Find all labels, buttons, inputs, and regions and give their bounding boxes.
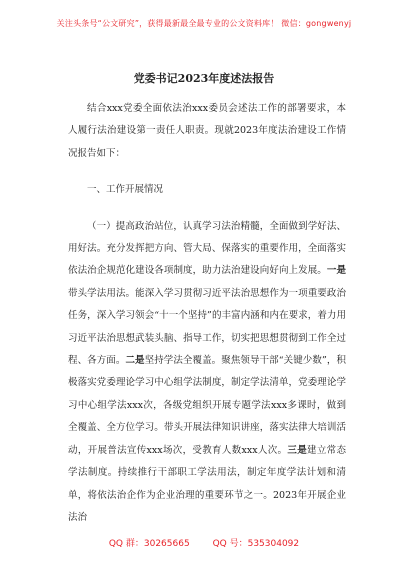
paragraph-text: 建立常态学法制度。持续推行干部职工学法用法，制定年度学法计划和清单，将依法治企作为企业治理的重要环节之一。2023年开展企业法治 bbox=[68, 444, 346, 523]
point-marker-3: 三是 bbox=[287, 444, 308, 456]
point-marker-2: 二是 bbox=[125, 355, 145, 367]
footer-contact bbox=[0, 536, 408, 549]
qq-group: QQ 群：30265665 bbox=[108, 539, 190, 549]
point-marker-1: 一是 bbox=[326, 265, 346, 277]
qq-number: QQ 号：535304092 bbox=[212, 539, 300, 549]
header-banner: 关注头条号“公文研究”，获得最新最全最专业的公文资料库！ 微信：gongwenyj bbox=[56, 19, 352, 28]
paragraph-text: 带头学法用法。能深入学习贯彻习近平法治思想作为一项重要政治任务，深入学习领会“十一个坚持”的丰富内涵和内在要求，着力用习近平法治思想武装头脑、指导工作，切实把思想贯彻到工作全过程、各方面。 bbox=[68, 287, 346, 367]
section-paragraph bbox=[68, 216, 346, 530]
paragraph-text: 坚持学法全覆盖。聚焦领导干部“关键少数”，积极落实党委理论学习中心组学法制度，制定学法清单，党委理论学习中心组学法xxx次，各级党组织开展专题学法xxx多课时，做到全覆盖、全方位学习。带头开展法律知识讲座，落实法律大培训活动，开展普法宣传xxx场次，受教育人数xxx人次。 bbox=[68, 355, 346, 456]
intro-paragraph: 结合xxx党委全面依法治xxx委员会述法工作的部署要求，本人履行法治建设第一责任人职责。现就2023年度法治建设工作情况报告如下： bbox=[68, 103, 346, 159]
section-heading: 一、工作开展情况 bbox=[87, 184, 164, 196]
document-title: 党委书记2023年度述法报告 bbox=[133, 72, 275, 85]
paragraph-text: （一）提高政治站位，认真学习法治精髓，全面做到学好法、用好法。充分发挥把方向、管大局、保落实的重要作用，全面落实依法治企规范化建设各项制度，助力法治建设向好向上发展。 bbox=[68, 220, 346, 277]
document-body bbox=[68, 98, 346, 529]
